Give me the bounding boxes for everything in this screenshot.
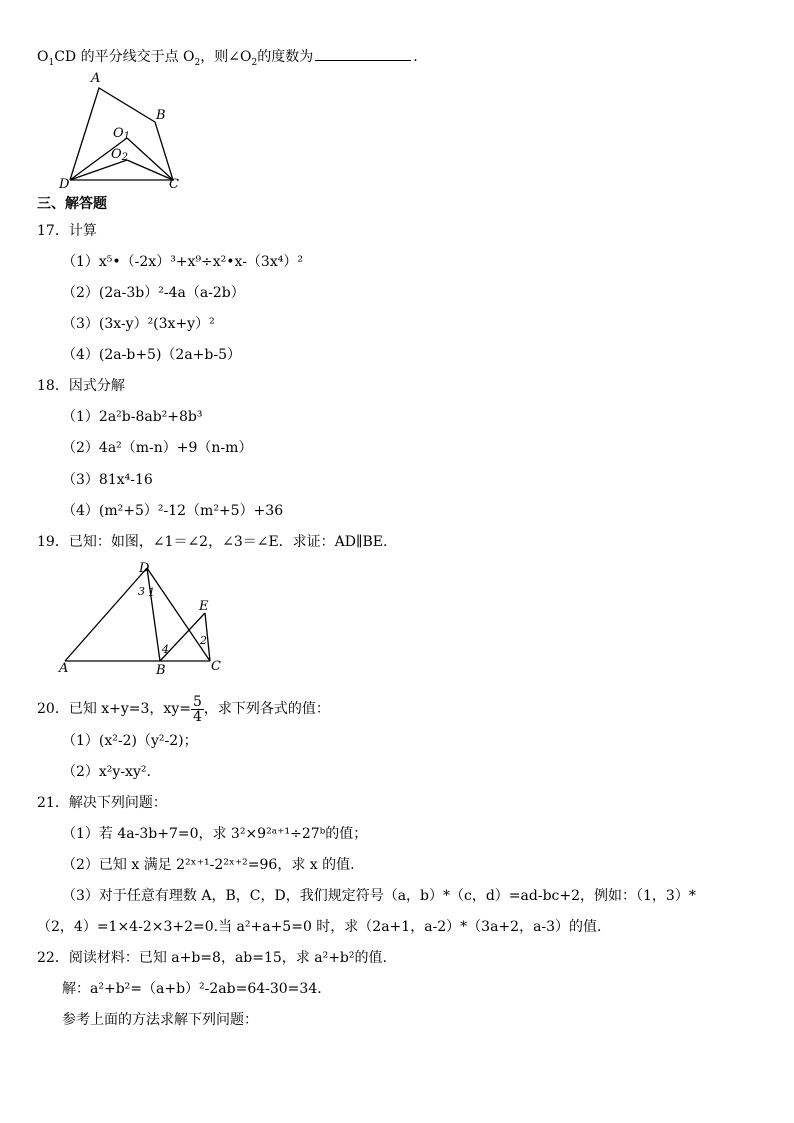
q21-title: 21．解决下列问题： [37,795,167,811]
label-o2: O2 [111,147,129,163]
q18-item-2: （2）4a²（m-n）+9（n-m） [62,440,253,456]
q22-solution: 解：a²+b²=（a+b）²-2ab=64-30=34. [62,981,322,997]
angle-4-label: 4 [162,643,169,656]
q18-item-1: （1）2a²b-8ab²+8b³ [62,409,203,425]
q17-item-2: （2）(2a-3b）²-4a（a-2b） [62,285,245,301]
section-title: 三、解答题 [37,196,107,212]
q19-title: 19．已知：如图，∠1＝∠2，∠3＝∠E．求证：AD∥BE. [37,534,388,550]
label-a2: A [59,661,69,676]
line-db [147,568,160,661]
q18-item-3: （3）81x⁴-16 [62,472,153,488]
q21-item-2: （2）已知 x 满足 2²ˣ⁺¹-2²ˣ⁺²=96，求 x 的值. [62,857,355,873]
label-b: B [156,108,166,123]
q17-item-1: （1）x⁵•（-2x）³+x⁹÷x²•x-（3x⁴）² [62,254,303,270]
answer-blank[interactable] [315,46,411,61]
q21-item-3: （3）对于任意有理数 A，B，C，D，我们规定符号（a，b）*（c，d）=ad-bc+2，例如：（1，3）* [62,888,696,904]
figure-quadrilateral [55,70,195,190]
q20-item-1: （1）(x²-2)（y²-2)； [62,733,198,749]
fraction-five-fourths: $\frac{5}{4}$ [192,693,202,725]
label-e: E [199,599,209,614]
q22-prompt: 参考上面的方法求解下列问题： [62,1012,258,1028]
angle-1-label: 1 [148,586,155,599]
q21-item-3-cont: （2，4）=1×4-2×3+2=0.当 a²+a+5=0 时，求（2a+1，a-2）*（3a+2，a-3）的值. [37,919,602,935]
label-a: A [91,71,101,86]
q17-title: 17．计算 [37,223,97,239]
label-c2: C [211,659,221,674]
line-ad [65,568,147,661]
line-dc [147,568,210,661]
angle-3-label: 3 [138,585,145,598]
q18-item-4: （4）(m²+5）²-12（m²+5）+36 [62,503,284,519]
q17-item-3: （3）(3x-y）²(3x+y）² [62,316,215,332]
figure-triangles [55,558,230,680]
label-o1: O1 [113,126,131,142]
q21-item-1: （1）若 4a-3b+7=0，求 3²×9²ᵃ⁺¹÷27ᵇ的值； [62,826,368,842]
q20-title: 20．已知 x+y=3，xy= $\frac{5}{4}$ ，求下列各式的值： [37,693,330,725]
q17-item-4: （4）(2a-b+5)（2a+b-5） [62,347,241,363]
q20-item-2: （2）x²y-xy². [62,764,151,780]
angle-2-label: 2 [200,634,207,647]
question-16-continuation: $O_1CD$ 的平分线交于点 $O_2$，则$\angle O_2$的度数为 . [37,46,418,66]
q22-title: 22．阅读材料：已知 a+b=8，ab=15，求 a²+b²的值. [37,950,387,966]
label-d2: D [139,561,150,576]
q18-title: 18．因式分解 [37,378,125,394]
line-d-o2 [70,160,127,180]
label-d: D [59,177,70,190]
label-b2: B [156,663,166,678]
line-o2-c [127,160,173,180]
label-c: C [169,177,179,190]
